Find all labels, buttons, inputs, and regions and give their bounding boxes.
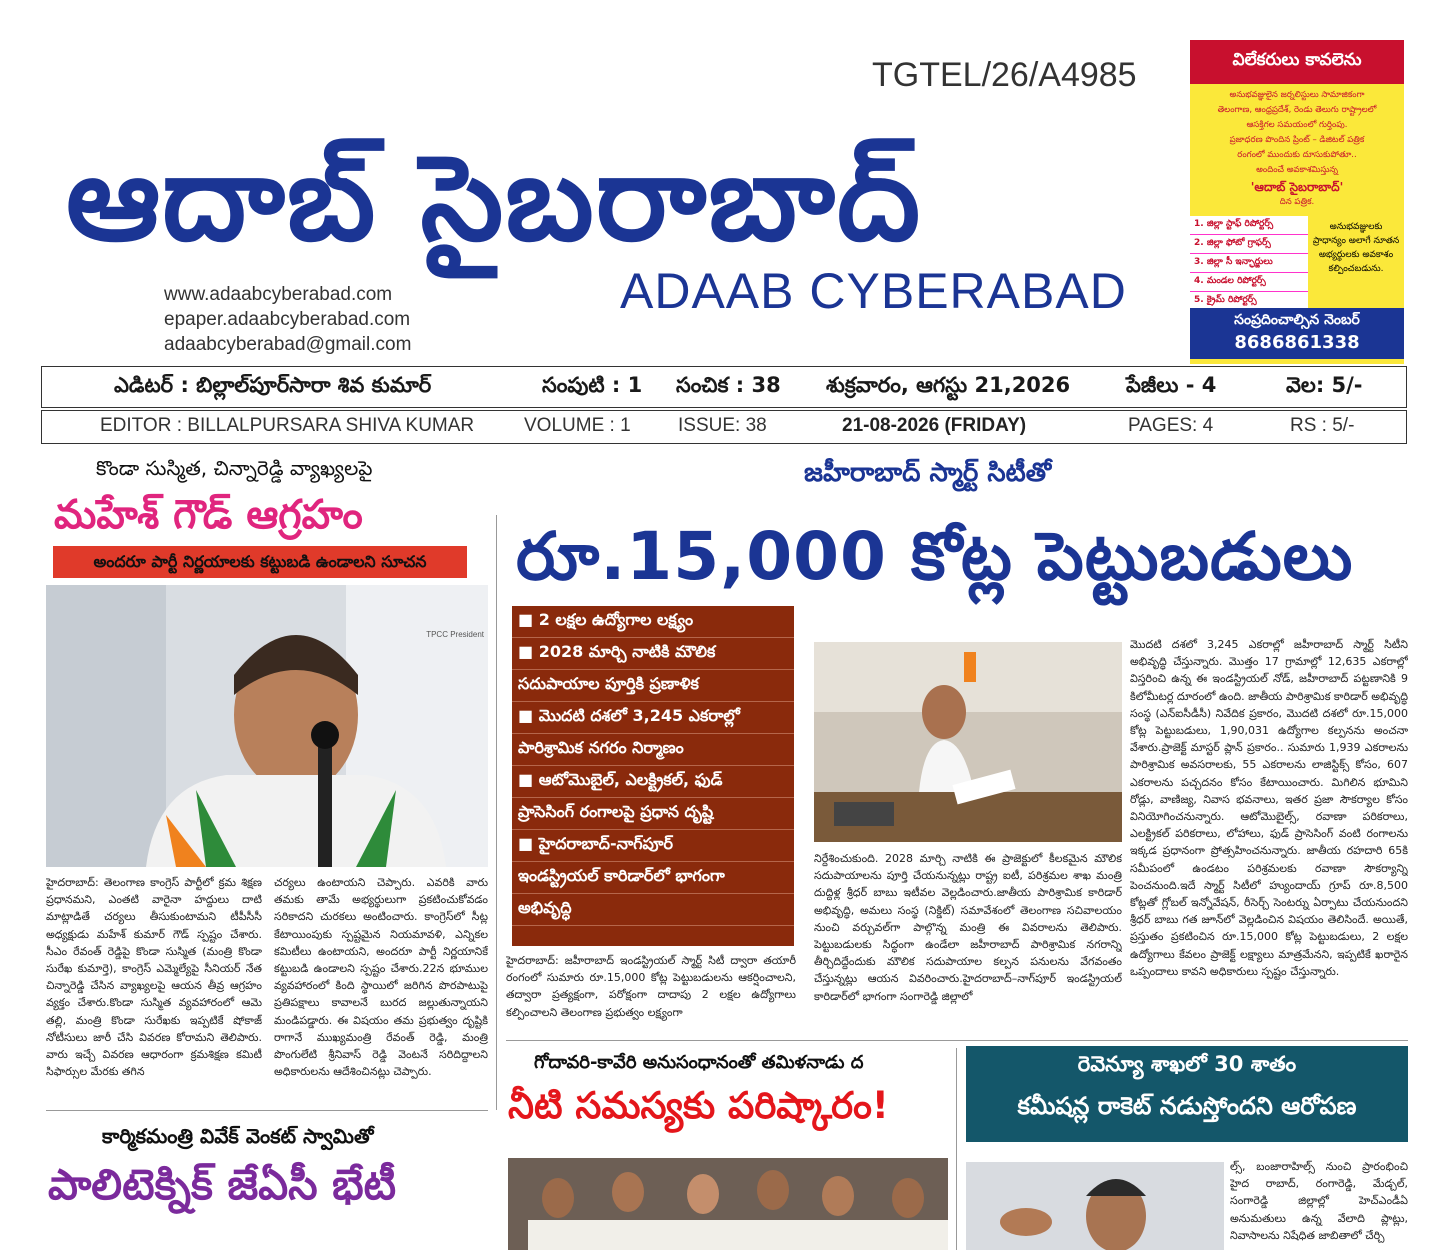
section-rule (46, 1110, 488, 1111)
story4-photo (508, 1158, 948, 1250)
ad-body (1190, 84, 1404, 214)
highlight-item: ■ ఆటోమొబైల్, ఎలక్ట్రికల్, ఫుడ్ (512, 766, 794, 798)
story5-photo (966, 1162, 1224, 1250)
highlight-item: ■ మొదటి దశలో 3,245 ఎకరాల్లో (512, 702, 794, 734)
editor-te: ఎడిటర్ : బిల్లాల్‌పూర్‌సారా శివ కుమార్ (114, 373, 432, 397)
recruitment-ad (1190, 40, 1404, 364)
ad-paper-name: 'ఆదాబ్ సైబరాబాద్' (1250, 180, 1344, 194)
story5-kicker: రెవెన్యూ శాఖలో 30 శాతం (1077, 1052, 1297, 1076)
price-te: వెల: 5/- (1286, 373, 1363, 397)
story2-photo (814, 642, 1122, 842)
ad-line: అందించే అవకాశమిస్తున్న (1256, 165, 1338, 175)
volume-en: VOLUME : 1 (524, 415, 631, 436)
date-en: 21-08-2026 (FRIDAY) (842, 415, 1027, 436)
epaper-link[interactable]: epaper.adaabcyberabad.com (164, 309, 411, 330)
highlight-item: అభివృద్ధి (512, 894, 794, 926)
story2-body-mid: నిర్దేశించుకుంది. 2028 మార్చి నాటికి ఈ ప్రాజెక్టులో కీలకమైన మౌలిక సదుపాయాలను పూర్తి చేయనున్నట్లు రాష్ట్ర ఐటీ, పరిశ్రమల శాఖ మంత్రి దుద్దిళ్ల శ్రీధర్ బాబు ఇటీవల వెల్లడించారు.జాతీయ పారిశ్రామిక కారిడార్ అభివృద్ధి, అమలు సంస్థ (నిక్డిట్) సమావేశంలో తెలంగాణ సచివాలయం నుంచి వర్చువల్‌గా పాల్గొన్న మంత్రి ఈ వివరాలను తెలిపారు. పెట్టుబడులకు సిద్ధంగా ఉండేలా జహీరాబాద్ పారిశ్రామిక నగరాన్ని తీర్చిదిద్దేందుకు మౌలిక సదుపాయాల కల్పన పనులను వేగవంతం చేస్తున్నట్లు ఆయన వివరించారు.హైదరాబాద్–నాగ్‌పూర్ ఇండస్ట్రియల్ కారిడార్‌లో భాగంగా సంగారెడ్డి జిల్లాలో (814, 852, 1122, 1003)
photo-caption: TPCC President (426, 630, 484, 639)
ad-positions-list (1190, 216, 1308, 311)
ad-position: 1. జిల్లా స్టాఫ్ రిపోర్టర్స్ (1190, 216, 1308, 235)
issue-te: సంచిక : 38 (676, 373, 781, 397)
group-photo-icon (508, 1158, 948, 1250)
ad-line: తెలంగాణ, ఆంధ్రప్రదేశ్, రెండు తెలుగు రాష్ట్రాలలో (1217, 105, 1377, 115)
ad-position: 2. జిల్లా ఫోటో గ్రాఫర్స్ (1190, 235, 1308, 254)
highlight-item: ప్రాసెసింగ్ రంగాలపై ప్రధాన దృష్టి (512, 798, 794, 830)
story4-kicker: గోదావరి-కావేరి అనుసంధానంతో తమిళనాడు ద (534, 1052, 864, 1073)
ad-line: ప్రజాధరణ పొందిన ప్రింట్ – డిజిటల్ పత్రిక (1229, 135, 1365, 145)
story1-kicker: కొండా సుస్మిత, చిన్నారెడ్డి వ్యాఖ్యలపై (96, 456, 373, 480)
story1-subhead: అందరూ పార్టీ నిర్ణయాలకు కట్టుబడి ఉండాలని సూచన (53, 546, 467, 578)
volume-te: సంపుటి : 1 (542, 373, 643, 397)
ad-line: అనుభవజ్ఞులైన జర్నలిస్టులు సామాజికంగా (1229, 90, 1365, 100)
story1-col2: చర్యలు ఉంటాయని చెప్పారు. ఎవరికి వారు తమకు తామే అభ్యర్థులుగా ప్రకటించుకోవడం సరికాదని చురకలు అంటించారు. కాంగ్రెస్‌లో సీట్ల కేటాయింపుకు స్పష్టమైన నియమావళి, ఎన్నికల కమిటీలు ఉంటాయని, అందరూ పార్టీ నిర్ణయానికే కట్టుబడి ఉండాలని స్పష్టం చేశారు.22న భూముల వ్యవహారంలో కింది స్థాయిలో జరిగిన పొరపాటుపై ప్రతిపక్షాలు కావాలనే బురద జల్లుతున్నాయని మండిపడ్డారు. ఈ విషయం తమ ప్రభుత్వం దృష్టికి రాగానే ముఖ్యమంత్రి రేవంత్ రెడ్డి, మంత్రి పొంగులేటి శ్రీనివాస్ రెడ్డి వెంటనే సరిదిద్దాలని అధికారులను ఆదేశించినట్లు చెప్పారు. (274, 876, 488, 1079)
story2-body-right: మొదటి దశలో 3,245 ఎకరాల్లో జహీరాబాద్ స్మార్ట్ సిటీని అభివృద్ధి చేస్తున్నారు. మొత్తం 17 గ్రామాల్లో 12,635 ఎకరాల్లో విస్తరించి ఉన్న ఈ ఇండస్ట్రియల్ నోడ్, జహీరాబాద్ పట్టణానికి 9 కిలోమీటర్ల దూరంలో ఉంది. జాతీయ పారిశ్రామిక కారిడార్ అభివృద్ధి సంస్థ (ఎన్ఐసీడీసీ) నివేదిక ప్రకారం, మొదటి దశలో రూ.15,000 కోట్ల పెట్టుబడులు, 1,90,031 ఉద్యోగాల కల్పనను అంచనా వేశారు.ప్రాజెక్ట్ మాస్టర్ ప్లాన్ ప్రకారం.. సుమారు 1,939 ఎకరాలను పారిశ్రామిక అవసరాలకు, 55 ఎకరాలను లాజిస్టిక్స్ కోసం, 607 ఎకరాలను పచ్చదనం కోసం కేటాయించారు. మిగిలిన భూమిని రోడ్లు, వాణిజ్య, నివాస భవనాలు, ఇతర ప్రజా సౌకర్యాల కోసం వినియోగించనున్నారు. ఆటోమొబైల్స్, రవాణా పరికరాలు, ఎలక్ట్రికల్ పరికరాలు, లోహాలు, ఫుడ్ ప్రాసెసింగ్ వంటి రంగాలను ఇక్కడ ప్రధానంగా ప్రోత్సహించనున్నారు. జాతీయ రహదారి 65కి సమీపంలో ఉండటం పరిశ్రమలకు రవాణా సౌకర్యాన్ని పెంచనుంది.ఇదే స్మార్ట్ సిటీలో హ్యుందాయ్ గ్రూప్ రూ.8,500 కోట్లతో గ్లోబల్ ఇన్నోవేషన్, రీసెర్చ్ సెంటర్ను ఏర్పాటు చేయనుందని శ్రీధర్ బాబు గత జూన్‌లో వెల్లడించిన విషయం తెలిసిందే. అయితే, ప్రస్తుతం ప్రకటించిన రూ.15,000 కోట్ల పెట్టుబడులు, 2 లక్షల ఉద్యోగాలు కేవలం ప్రాజెక్ట్ లక్ష్యాలు మాత్రమేనని, ఇప్పటికే ఖరారైన ఒప్పందాలు కావని అధికారులు స్పష్టం చేస్తున్నారు. (1130, 638, 1408, 978)
story2-headline[interactable]: రూ.15,000 కోట్ల పెట్టుబడులు (516, 518, 1354, 595)
highlight-item: ఇండస్ట్రియల్ కారిడార్‌లో భాగంగా (512, 862, 794, 894)
story5-headline[interactable]: కమీషన్ల రాకెట్ నడుస్తోందని ఆరోపణ (1017, 1092, 1357, 1120)
story4-headline[interactable]: నీటి సమస్యకు పరిష్కారం! (508, 1084, 889, 1127)
masthead-urls (164, 282, 411, 357)
story5-body: ల్స్, బంజారాహిల్స్ నుంచి ప్రారంభించి హైద రాబాద్, రంగారెడ్డి, మేడ్చల్, సంగారెడ్డి జిల్లాల్లో హెచ్ఎండీఏ అనుమతులు ఉన్న వేలాది ప్లాట్లు, నివాసాలను నిషేధిత జాబితాలో చేర్చి (1230, 1160, 1408, 1242)
speaker-photo-icon (46, 585, 488, 867)
pages-te: పేజీలు - 4 (1126, 373, 1217, 397)
politician-photo-icon (966, 1162, 1224, 1250)
website-link[interactable]: www.adaabcyberabad.com (164, 284, 393, 305)
highlight-item: సదుపాయాల పూర్తికి ప్రణాళిక (512, 670, 794, 702)
ad-line: రంగంలో ముందుకు దూసుకుపోతూ.. (1237, 150, 1357, 160)
email-link[interactable]: adaabcyberabad@gmail.com (164, 334, 412, 355)
highlight-item: ■ హైదరాబాద్-నాగ్‌పూర్ (512, 830, 794, 862)
story1-col1: హైదరాబాద్: తెలంగాణ కాంగ్రెస్ పార్టీలో క్రమ శిక్షణ ప్రధానమని, ఎంతటి వారైనా హద్దులు దాటి మాట్లాడితే చర్యలు తీసుకుంటామని టీపీసీసీ అధ్యక్షుడు మహేశ్ కుమార్ గౌడ్ స్పష్టం చేశారు. సీఎం రేవంత్ రెడ్డిపై కొండా సుస్మిత (మంత్రి కొండా సురేఖ కుమార్తె), కాంగ్రెస్ ఎమ్మెల్యేపై సీనియర్ నేత చిన్నారెడ్డి చేసిన వ్యాఖ్యలపై ఆయన తీవ్ర ఆగ్రహం వ్యక్తం చేశారు.కొండా సుస్మిత వ్యవహారంలో ఆమె తల్లి, మంత్రి కొండా సురేఖకు ఇప్పటికే షోకాజ్ నోటీసులు జారీ చేసి వివరణ కోరామని తెలిపారు. వారు ఇచ్చే వివరణ ఆధారంగా క్రమశిక్షణ కమిటీ సిఫార్సుల మేరకు తగిన (46, 876, 262, 1079)
section-rule (506, 1040, 1408, 1041)
masthead-title-english: ADAAB CYBERABAD (620, 263, 1127, 319)
highlight-item: పారిశ్రామిక నగరం నిర్మాణం (512, 734, 794, 766)
price-en: RS : 5/- (1290, 415, 1355, 436)
ad-position: 3. జిల్లా సీ ఇన్ఛార్జులు (1190, 254, 1308, 273)
info-bar-telugu (41, 366, 1407, 408)
story2-body-left: హైదరాబాద్: జహీరాబాద్ ఇండస్ట్రియల్ స్మార్ట్ సిటీ ద్వారా తయారీ రంగంలో సుమారు రూ.15,000 కోట్ల పెట్టుబడులను ఆకర్షించాలని, తద్వారా ప్రత్యక్షంగా, పరోక్షంగా దాదాపు 2 లక్షల ఉద్యోగాలు కల్పించాలని తెలంగాణ ప్రభుత్వం లక్ష్యంగా (506, 954, 796, 1019)
ad-position: 4. మండల రిపోర్టర్స్ (1190, 273, 1308, 292)
ad-paper-sub: దిన పత్రిక. (1279, 197, 1315, 207)
story5-banner (966, 1046, 1408, 1142)
highlight-item: ■ 2028 మార్చి నాటికి మౌలిక (512, 638, 794, 670)
date-te: శుక్రవారం, ఆగస్టు 21,2026 (826, 373, 1071, 397)
column-rule (496, 515, 497, 1110)
editor-en: EDITOR : BILLALPURSARA SHIVA KUMAR (100, 415, 475, 436)
column-rule (956, 1048, 957, 1250)
issue-en: ISSUE: 38 (678, 415, 767, 436)
info-bar-english (41, 410, 1407, 444)
pages-en: PAGES: 4 (1128, 415, 1214, 436)
ad-line: ఆసక్తిగల సమయంలో గుర్తింపు. (1246, 120, 1348, 130)
ad-position: 5. క్రైమ్ రిపోర్టర్స్ (1190, 292, 1308, 311)
story3-kicker: కార్మికమంత్రి వివేక్ వెంకట్ స్వామితో (102, 1124, 374, 1148)
highlight-item: ■ 2 లక్షల ఉద్యోగాల లక్ష్యం (512, 606, 794, 638)
story1-photo (46, 585, 488, 867)
ad-side-note: అనుభవజ్ఞులకు ప్రాధాన్యం అలాగే నూతన అభ్యర్థులకు అవకాశం కల్పించబడును. (1312, 222, 1400, 274)
story2-kicker: జహీరాబాద్ స్మార్ట్ సిటీతో (804, 458, 1052, 488)
masthead-title-telugu: ఆదాబ్ సైబరాబాద్ (66, 129, 923, 267)
story1-headline[interactable]: మహేశ్ గౌడ్ ఆగ్రహం (54, 492, 363, 538)
minister-photo-icon (814, 642, 1122, 842)
ad-phone-number[interactable]: 8686861338 (1190, 330, 1404, 359)
ad-heading: విలేకరులు కావలెను (1190, 40, 1404, 84)
story3-headline[interactable]: పాలిటెక్నిక్ జేఏసీ భేటీ (48, 1160, 397, 1209)
registration-number: TGTEL/26/A4985 (872, 56, 1137, 94)
ad-contact-label: సంప్రదించాల్సిన నెంబర్ (1190, 308, 1404, 335)
story2-highlights-box (512, 606, 794, 946)
